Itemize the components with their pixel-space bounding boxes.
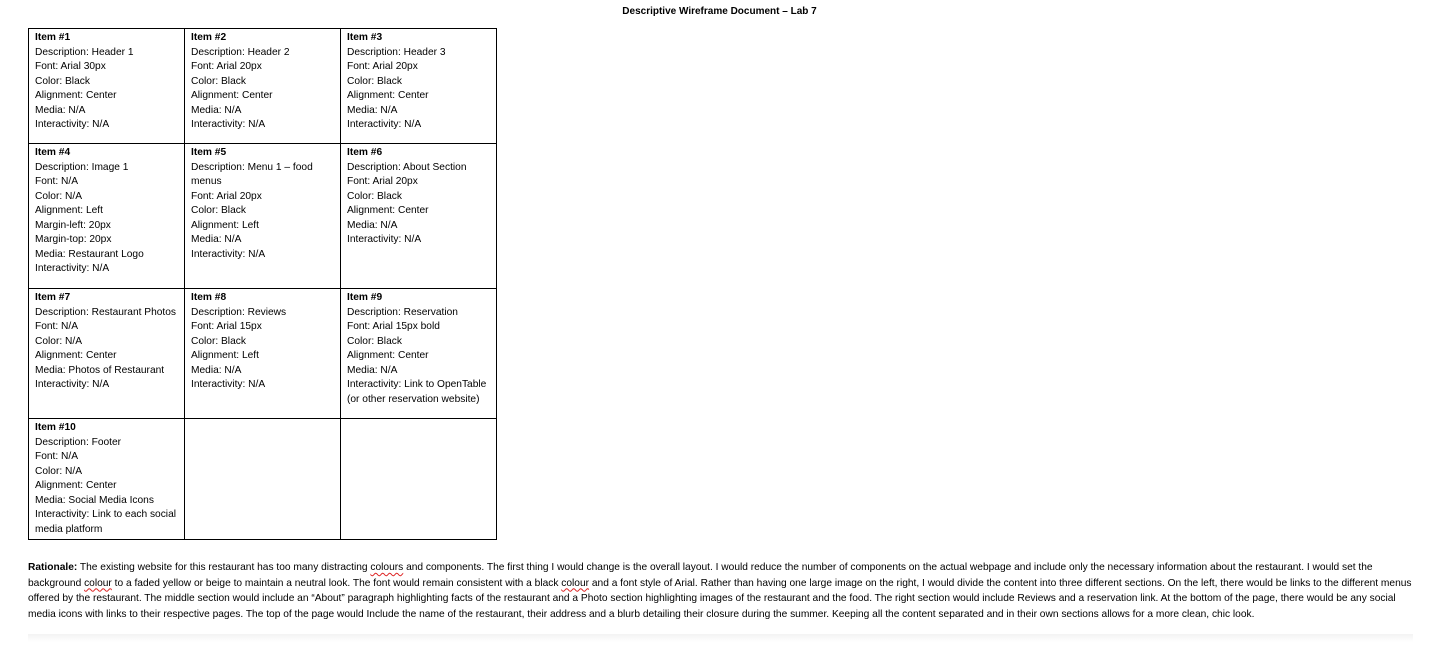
- item-property: Alignment: Left: [191, 219, 259, 231]
- item-property: Font: Arial 20px: [191, 190, 262, 202]
- item-property: Font: Arial 20px: [347, 61, 418, 72]
- item-property: Alignment: Center: [191, 90, 273, 101]
- item-property: Interactivity: N/A: [191, 119, 266, 130]
- table-row: [29, 29, 497, 144]
- document-title: Descriptive Wireframe Document – Lab 7: [622, 6, 817, 17]
- item-property: Alignment: Center: [347, 205, 429, 216]
- item-property: Alignment: Center: [35, 90, 117, 101]
- rationale-text: and a font style of Arial. Rather than having one large image on the right, I would divide the content into three different sections. On the left, there would be links to the different menus offered by the restaurant. The middle section would include an “About” paragraph highlighting facts of the restaurant and a Photo section highlighting images of the restaurant and the food. The right section would include Reviews and a reservation link. At the bottom of the page, there would be any social media icons with links to their respective pages. The top of the page would Include the name of the restaurant, their address and a blurb detailing their closure during the summer. Keeping all the content separated and in their own sections allows for a more clean, chic look.: [28, 577, 1412, 620]
- rationale-paragraph[interactable]: [28, 560, 1413, 622]
- item-heading: Item #1: [35, 32, 71, 43]
- item-heading: Item #5: [191, 147, 227, 158]
- empty-cell[interactable]: [185, 419, 341, 540]
- item-property: Margin-left: 20px: [35, 219, 111, 231]
- item-property: Interactivity: N/A: [35, 119, 110, 130]
- item-property: Description: Header 3: [347, 46, 446, 58]
- item-property: Interactivity: N/A: [35, 379, 110, 390]
- item-cell-2[interactable]: [185, 29, 341, 144]
- item-property: Description: Reservation: [347, 306, 458, 318]
- misspelled-word: colour: [561, 577, 590, 589]
- item-property: Media: N/A: [347, 364, 398, 376]
- item-property: Color: Black: [347, 190, 402, 202]
- item-property: Media: Restaurant Logo: [35, 248, 144, 260]
- item-property: Media: N/A: [347, 219, 398, 231]
- table-row: [29, 289, 497, 419]
- item-heading: Item #10: [35, 422, 76, 433]
- item-property: Font: N/A: [35, 321, 79, 332]
- table-row: [29, 144, 497, 289]
- wireframe-table: [28, 28, 497, 540]
- item-property: Description: Menu 1 – food menus: [191, 161, 313, 187]
- item-cell-9[interactable]: [341, 289, 497, 419]
- item-property: Color: Black: [347, 75, 402, 87]
- item-property: Description: About Section: [347, 161, 467, 173]
- item-property: Color: N/A: [35, 465, 82, 477]
- item-property: Description: Header 2: [191, 46, 290, 58]
- item-property: Description: Image 1: [35, 161, 129, 173]
- item-property: Media: N/A: [191, 364, 242, 376]
- item-property: Alignment: Left: [35, 205, 103, 216]
- item-property: Media: Photos of Restaurant: [35, 364, 165, 376]
- item-property: Media: N/A: [35, 104, 86, 116]
- item-property: Margin-top: 20px: [35, 234, 112, 245]
- item-property: Color: N/A: [35, 335, 82, 347]
- item-property: Alignment: Center: [347, 350, 429, 361]
- item-property: Font: N/A: [35, 451, 79, 462]
- item-cell-10[interactable]: [29, 419, 185, 540]
- item-property: Interactivity: N/A: [347, 119, 422, 130]
- item-property: Color: Black: [347, 335, 402, 347]
- rationale-text: to a faded yellow or beige to maintain a neutral look. The font would remain consistent with a black: [111, 577, 562, 589]
- item-heading: Item #8: [191, 292, 227, 303]
- item-cell-3[interactable]: [341, 29, 497, 144]
- item-property: Interactivity: N/A: [35, 263, 110, 274]
- item-property: Font: Arial 20px: [347, 176, 418, 187]
- item-heading: Item #4: [35, 147, 71, 158]
- item-property: Alignment: Center: [35, 480, 117, 491]
- item-property: Alignment: Center: [347, 90, 429, 101]
- item-cell-7[interactable]: [29, 289, 185, 419]
- rationale-text: and components. The first thing I would change is the overall layout. I would reduce the number of components on the actual webpage and include only the necessary information about the restaurant. I would set the background: [28, 562, 1373, 589]
- item-property: Alignment: Center: [35, 350, 117, 361]
- rationale-text: The existing website for this restaurant has too many distracting: [77, 562, 371, 573]
- item-property: Color: Black: [191, 205, 246, 216]
- item-heading: Item #6: [347, 147, 383, 158]
- item-property: Media: N/A: [191, 104, 242, 116]
- item-property: Color: Black: [191, 335, 246, 347]
- item-heading: Item #7: [35, 292, 71, 303]
- item-cell-4[interactable]: [29, 144, 185, 289]
- item-cell-6[interactable]: [341, 144, 497, 289]
- item-property: Media: Social Media Icons: [35, 494, 154, 506]
- item-property: Color: Black: [35, 75, 90, 87]
- item-property: Alignment: Left: [191, 350, 259, 361]
- item-property: Interactivity: N/A: [347, 234, 422, 245]
- item-property: Description: Reviews: [191, 306, 287, 318]
- item-heading: Item #2: [191, 32, 227, 43]
- misspelled-word: colour: [84, 577, 112, 589]
- item-property: Font: Arial 30px: [35, 61, 106, 72]
- item-property: Interactivity: Link to each social media platform: [35, 509, 176, 535]
- item-property: Interactivity: Link to OpenTable (or other reservation website): [347, 379, 487, 405]
- item-property: Color: N/A: [35, 190, 82, 202]
- misspelled-word: colours: [370, 562, 404, 573]
- item-property: Media: N/A: [347, 104, 398, 116]
- item-property: Color: Black: [191, 75, 246, 87]
- item-property: Font: N/A: [35, 176, 79, 187]
- item-property: Font: Arial 15px: [191, 321, 262, 332]
- rationale-label: Rationale:: [28, 562, 78, 573]
- item-property: Description: Header 1: [35, 46, 134, 58]
- page-bottom-edge: [28, 634, 1413, 642]
- item-property: Description: Restaurant Photos: [35, 306, 176, 318]
- item-heading: Item #9: [347, 292, 383, 303]
- empty-cell[interactable]: [341, 419, 497, 540]
- item-property: Font: Arial 15px bold: [347, 321, 440, 332]
- table-row: [29, 419, 497, 540]
- item-cell-5[interactable]: [185, 144, 341, 289]
- item-cell-1[interactable]: [29, 29, 185, 144]
- item-cell-8[interactable]: [185, 289, 341, 419]
- item-heading: Item #3: [347, 32, 383, 43]
- item-property: Font: Arial 20px: [191, 61, 262, 72]
- item-property: Description: Footer: [35, 436, 122, 448]
- item-property: Media: N/A: [191, 234, 242, 245]
- item-property: Interactivity: N/A: [191, 379, 266, 390]
- item-property: Interactivity: N/A: [191, 248, 266, 260]
